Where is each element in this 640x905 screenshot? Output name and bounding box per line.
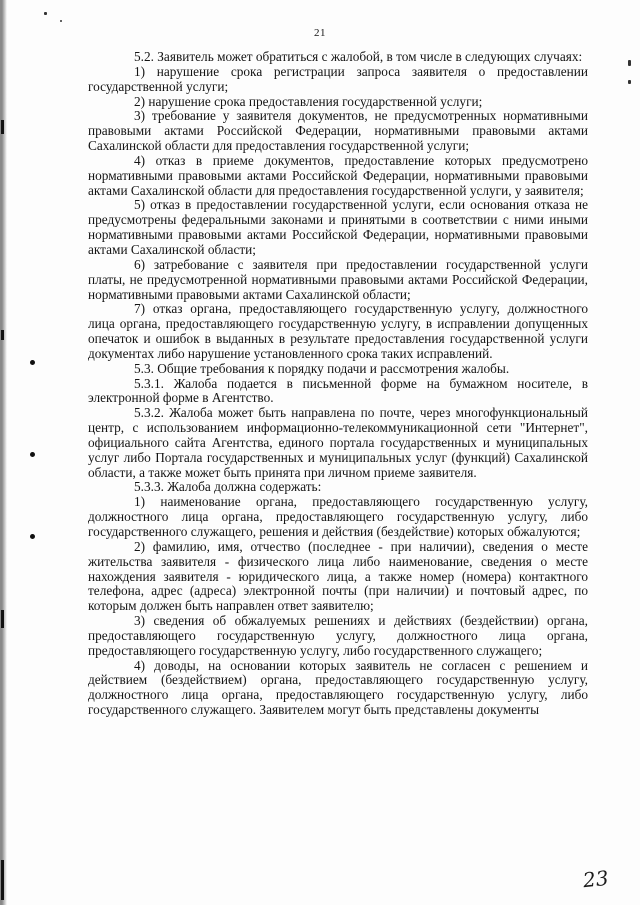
list-item-7: 7) отказ органа, предоставляющего государственную услугу, должностного лица органа, предоставляющего государственную услугу, в исправлении допущенных опечаток и ошибок в выданных в результате предоставления государственной услуги документах либо нарушение установленного срока таких исправлений.: [88, 301, 588, 361]
page-number: 21: [314, 27, 326, 39]
scan-speck: [44, 12, 47, 15]
list-item-4: 4) отказ в приеме документов, предоставление которых предусмотрено нормативными правовыми актами Российской Федерации, нормативными правовыми актами Сахалинской области для предоставления государственной услуги, у заявителя;: [88, 152, 588, 198]
paragraph-5-3-2: 5.3.2. Жалоба может быть направлена по почте, через многофункциональный центр, с использованием информационно-телекоммуникационной сети "Интернет", официального сайта Агентства, единого портала государственных и муниципальных услуг либо Портала государственных и муниципальных услуг (функций) Сахалинской области, а также может быть принята при личном приеме заявителя.: [88, 405, 588, 480]
list-item-2: 2) фамилию, имя, отчество (последнее - при наличии), сведения о месте жительства заявителя - физического лица либо наименование, сведения о месте нахождения заявителя - юридического лица, а также номер (номера) контактного телефона, адрес (адреса) электронной почты (при наличии) и почтовый адрес, по которым должен быть направлен ответ заявителю;: [88, 538, 588, 614]
handwritten-page-number: 23: [581, 865, 610, 893]
scan-edge-mark: [1, 120, 4, 134]
scan-dot: [30, 360, 35, 365]
scan-edge-mark: [1, 860, 4, 900]
paragraph-5-3: 5.3. Общие требования к порядку подачи и рассмотрения жалобы.: [134, 360, 510, 376]
paragraph-5-2: 5.2. Заявитель может обратиться с жалобой, в том числе в следующих случаях:: [134, 49, 583, 64]
scan-dot: [30, 534, 35, 539]
list-item-3: 3) сведения об обжалуемых решениях и действиях (бездействии) органа, предоставляющего государственную услугу, должностного лица органа, предоставляющего государственную услугу, либо государственного служащего;: [88, 613, 588, 658]
list-item-6: 6) затребование с заявителя при предоставлении государственной услуги платы, не предусмотренной нормативными правовыми актами Российской Федерации, нормативными правовыми актами Сахалинской области;: [88, 256, 588, 302]
paragraph-5-3-3: 5.3.3. Жалоба должна содержать:: [134, 479, 322, 495]
list-item-4: 4) доводы, на основании которых заявитель не согласен с решением и действием (бездействием) органа, предоставляющего государственную услугу, должностного лица органа, предоставляющего государственную услугу, либо государственного служащего. Заявителем могут быть представлены документы: [88, 657, 588, 718]
list-item-3: 3) требование у заявителя документов, не предусмотренных нормативными правовыми актами Российской Федерации, нормативными правовыми актами Сахалинской области для предоставления государственной услуги;: [88, 108, 588, 154]
scan-edge-mark: [1, 330, 4, 340]
paragraph-5-3-1: 5.3.1. Жалоба подается в письменной форме на бумажном носителе, в электронной форме в Агентство.: [88, 375, 588, 406]
scan-speck: [628, 60, 631, 66]
list-item-1: 1) наименование органа, предоставляющего государственную услугу, должностного лица органа, предоставляющего государственную услугу, либо государственного служащего, решения и действия (бездействие) которых обжалуются;: [88, 494, 588, 539]
list-item-1: 1) нарушение срока регистрации запроса заявителя о предоставлении государственной услуги;: [88, 63, 588, 94]
document-body: [88, 50, 588, 718]
list-item-5: 5) отказ в предоставлении государственной услуги, если основания отказа не предусмотрены федеральными законами и принятыми в соответствии с ними иными нормативными правовыми актами Российской Федерации, нормативными правовыми актами Сахалинской области;: [88, 197, 588, 257]
list-item-2: 2) нарушение срока предоставления государственной услуги;: [134, 93, 483, 109]
scan-speck: [60, 20, 62, 22]
scan-dot: [30, 452, 35, 457]
scan-edge-mark: [1, 610, 4, 628]
scan-left-edge: [0, 0, 7, 905]
scan-speck: [628, 80, 631, 84]
